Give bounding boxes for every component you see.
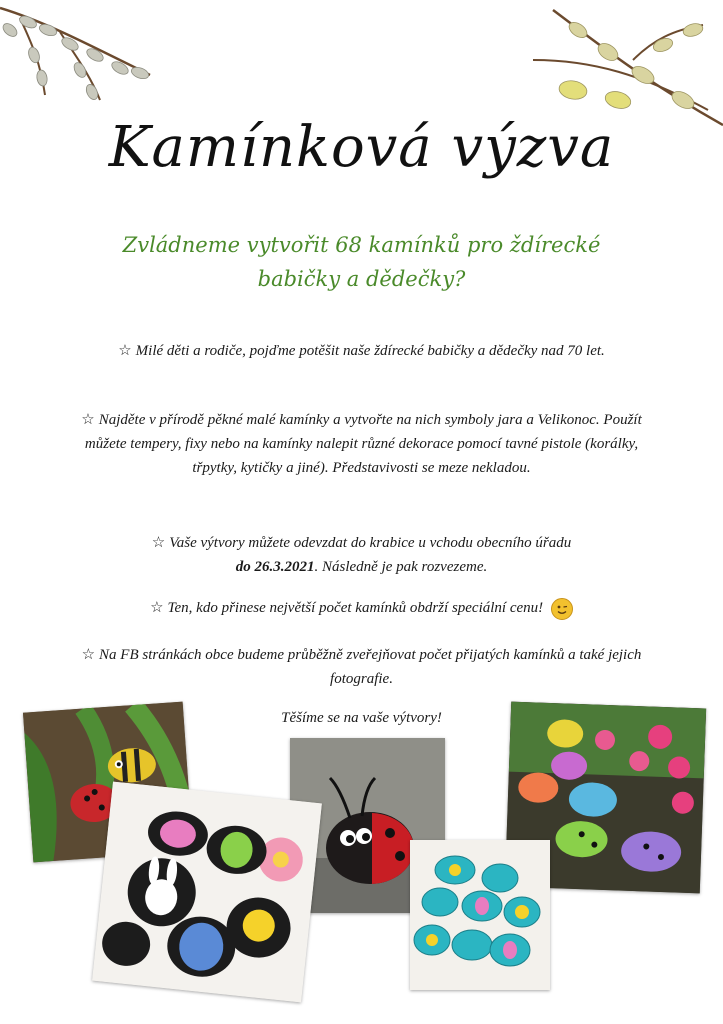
paragraph-deadline-after: . Následně je pak rozvezeme. — [314, 559, 488, 575]
winking-face-icon — [551, 598, 573, 620]
subtitle-line-1: Zvládneme vytvořit 68 kamínků pro ždírecké — [122, 233, 601, 257]
subtitle — [80, 228, 643, 296]
star-icon: ☆ — [118, 343, 132, 359]
paragraph-facebook — [70, 643, 653, 691]
star-icon: ☆ — [150, 600, 164, 616]
paragraph-deadline-text: Vaše výtvory můžete odevzdat do krabice u vchodu obecního úřadu — [169, 535, 572, 551]
photo-easter-stones — [92, 782, 322, 1003]
star-icon: ☆ — [81, 647, 96, 663]
closing-line: Těšíme se na vaše výtvory! — [281, 710, 442, 726]
paragraph-invitation — [70, 339, 653, 363]
paragraph-deadline — [70, 531, 653, 579]
paragraph-facebook-text: Na FB stránkách obce budeme průběžně zveřejňovat počet přijatých kamínků a také jejich fotografie. — [99, 647, 642, 687]
willow-branch-left-icon — [0, 0, 160, 110]
paragraph-instructions-text: Najděte v přírodě pěkné malé kamínky a vytvořte na nich symboly jara a Velikonoc. Použít můžete tempery, fixy nebo na kamínky nalepit různé dekorace pomocí tavné pistole (korálky, třpytky, kytičky a jiné). Představivosti se meze nekladou. — [84, 412, 642, 476]
subtitle-line-2: babičky a dědečky? — [257, 267, 466, 291]
star-icon: ☆ — [151, 535, 166, 551]
paragraph-prize — [70, 596, 653, 620]
paragraph-invitation-text: Milé děti a rodiče, pojďme potěšit naše ždírecké babičky a dědečky nad 70 let. — [135, 343, 605, 359]
photo-blue-easter-stones — [410, 840, 550, 990]
paragraph-instructions — [70, 408, 653, 480]
paragraph-prize-text: Ten, kdo přinese největší počet kamínků obdrží speciální cenu! — [167, 600, 544, 616]
page-title: Kamínková výzva — [108, 115, 615, 180]
star-icon: ☆ — [81, 412, 95, 428]
deadline-date: do 26.3.2021 — [235, 559, 315, 575]
